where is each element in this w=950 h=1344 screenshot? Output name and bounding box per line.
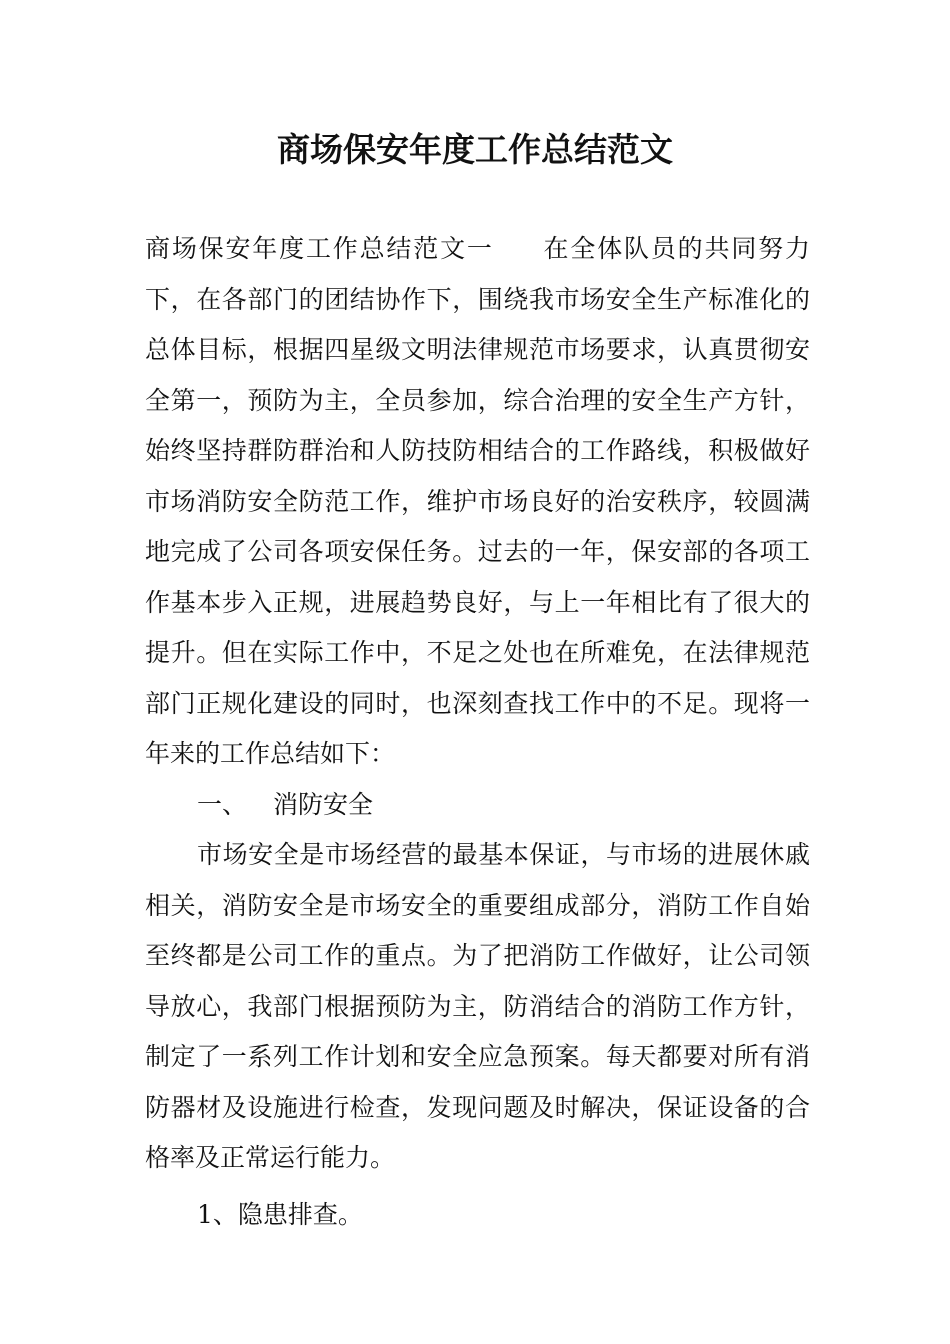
section-heading-text: 消防安全 — [273, 789, 374, 819]
section-heading — [145, 780, 810, 831]
intro-paragraph — [145, 224, 810, 780]
document-body — [145, 224, 810, 1240]
intro-label: 商场保安年度工作总结范文一 — [145, 234, 494, 263]
intro-text: 在全体队员的共同努力下，在各部门的团结协作下，围绕我市场安全生产标准化的总体目标，根据四星级文明法律规范市场要求，认真贯彻安全第一，预防为主，全员参加，综合治理的安全生产方针，始终坚持群防群治和人防技防相结合的工作路线，积极做好市场消防安全防范工作，维护市场良好的治安秩序，较圆满地完成了公司各项安保任务。过去的一年，保安部的各项工作基本步入正规，进展趋势良好，与上一年相比有了很大的提升。但在实际工作中，不足之处也在所难免，在法律规范部门正规化建设的同时，也深刻查找工作中的不足。现将一年来的工作总结如下： — [145, 234, 810, 768]
body-paragraph: 市场安全是市场经营的最基本保证，与市场的进展休戚相关，消防安全是市场安全的重要组成部分，消防工作自始至终都是公司工作的重点。为了把消防工作做好，让公司领导放心，我部门根据预防为主，防消结合的消防工作方针，制定了一系列工作计划和安全应急预案。每天都要对所有消防器材及设施进行检查，发现问题及时解决，保证设备的合格率及正常运行能力。 — [145, 840, 810, 1172]
subsection-heading: 1、隐患排查。 — [197, 1199, 363, 1229]
document-title: 商场保安年度工作总结范文 — [277, 130, 673, 169]
section-number: 一、 — [197, 789, 248, 819]
